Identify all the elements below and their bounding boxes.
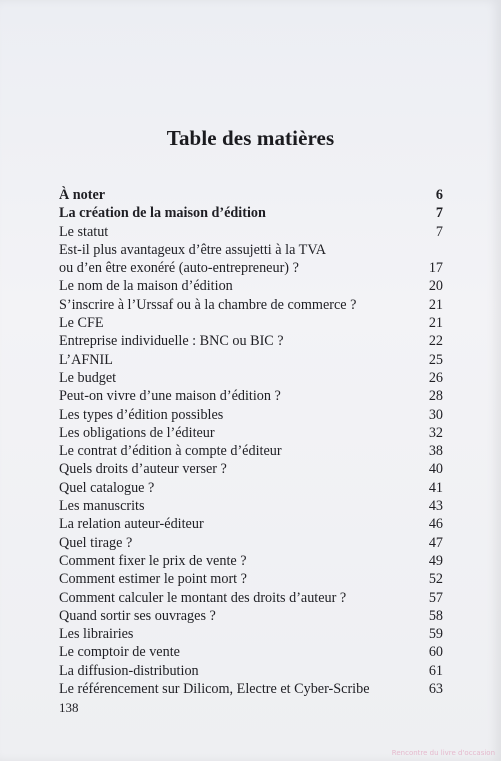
toc-entry-page: 20 <box>428 278 443 295</box>
toc-entry-page: 21 <box>428 296 443 313</box>
toc-entry-page: 52 <box>428 571 443 588</box>
table-of-contents <box>59 186 443 698</box>
toc-entry <box>59 497 443 515</box>
toc-entry-label: Comment estimer le point mort ? <box>59 571 247 588</box>
toc-entry-page: 7 <box>435 205 443 222</box>
toc-entry-page: 57 <box>428 589 443 606</box>
toc-entry-page: 28 <box>428 388 443 405</box>
toc-entry-label: La diffusion-distribution <box>59 662 199 679</box>
toc-entry-page: 25 <box>428 351 443 368</box>
toc-entry <box>59 680 443 698</box>
toc-entry-page: 30 <box>428 406 443 423</box>
toc-entry <box>59 387 443 405</box>
page-title: Table des matières <box>166 126 335 150</box>
toc-entry <box>59 662 443 680</box>
toc-entry-label: L’AFNIL <box>59 351 113 368</box>
toc-entry-page: 43 <box>428 498 443 515</box>
toc-entry-label: Comment fixer le prix de vente ? <box>59 552 247 569</box>
toc-entry <box>59 296 443 314</box>
toc-entry-page: 47 <box>428 534 443 551</box>
toc-entry-label: À noter <box>59 187 106 203</box>
toc-entry-page: 58 <box>428 607 443 624</box>
toc-entry <box>59 643 443 661</box>
toc-entry-label: Les obligations de l’éditeur <box>59 424 215 441</box>
toc-entry <box>59 204 443 222</box>
toc-entry <box>59 552 443 570</box>
toc-entry <box>59 515 443 533</box>
toc-entry-label: Le référencement sur Dilicom, Electre et Cyber-Scribe <box>59 681 370 698</box>
toc-entry <box>59 460 443 478</box>
toc-entry <box>59 570 443 588</box>
toc-entry <box>59 369 443 387</box>
toc-entry-page: 59 <box>428 626 443 643</box>
toc-entry <box>59 314 443 332</box>
toc-entry <box>59 332 443 350</box>
toc-entry-label: Les types d’édition possibles <box>59 406 224 423</box>
page-number: 138 <box>59 700 79 715</box>
toc-entry <box>59 479 443 497</box>
toc-entry <box>59 186 443 204</box>
toc-entry <box>59 351 443 369</box>
toc-entry <box>59 424 443 442</box>
toc-entry <box>59 589 443 607</box>
toc-entry-page: 32 <box>428 424 443 441</box>
toc-entry-label: Comment calculer le montant des droits d’auteur ? <box>59 589 347 606</box>
toc-entry-page: 21 <box>428 315 443 332</box>
toc-entry-label: Le budget <box>59 369 117 386</box>
toc-entry-page: 40 <box>428 461 443 478</box>
toc-entry-label: Le statut <box>59 223 109 240</box>
toc-entry-page: 41 <box>428 479 443 496</box>
watermark: Rencontre du livre d'occasion <box>391 749 495 757</box>
toc-entry-label: Est-il plus avantageux d’être assujetti à la TVA ou d’en être exonéré (auto-entrepreneur) ? <box>59 241 326 277</box>
toc-entry-page: 7 <box>435 223 443 240</box>
toc-entry-page: 22 <box>428 333 443 350</box>
toc-entry-page: 63 <box>428 681 443 698</box>
toc-entry-page: 60 <box>428 644 443 661</box>
toc-entry-label: Quels droits d’auteur verser ? <box>59 461 227 478</box>
toc-entry-label: Les manuscrits <box>59 498 145 515</box>
toc-entry-label: Quand sortir ses ouvrages ? <box>59 607 216 624</box>
toc-entry-page: 6 <box>435 187 443 203</box>
toc-entry-label: La création de la maison d’édition <box>59 205 266 222</box>
toc-entry-page: 26 <box>428 369 443 386</box>
toc-entry <box>59 625 443 643</box>
toc-entry <box>59 241 443 278</box>
toc-entry-label: Le CFE <box>59 315 104 332</box>
toc-entry <box>59 442 443 460</box>
toc-entry <box>59 277 443 295</box>
toc-entry-label: Quel tirage ? <box>59 534 133 551</box>
toc-entry-label: Le nom de la maison d’édition <box>59 278 233 295</box>
toc-entry-page: 46 <box>428 516 443 533</box>
toc-entry-page: 17 <box>428 260 443 277</box>
toc-entry-label: La relation auteur-éditeur <box>59 516 204 533</box>
toc-entry <box>59 406 443 424</box>
toc-entry-label: Les librairies <box>59 626 134 643</box>
toc-entry <box>59 223 443 241</box>
toc-entry <box>59 607 443 625</box>
toc-entry-label: Le comptoir de vente <box>59 644 180 661</box>
toc-entry-label: S’inscrire à l’Urssaf ou à la chambre de commerce ? <box>59 296 357 313</box>
toc-entry-page: 61 <box>428 662 443 679</box>
toc-entry-page: 38 <box>428 443 443 460</box>
toc-entry-label: Le contrat d’édition à compte d’éditeur <box>59 443 282 460</box>
toc-entry-page: 49 <box>428 552 443 569</box>
toc-entry-label: Quel catalogue ? <box>59 479 155 496</box>
toc-entry <box>59 534 443 552</box>
toc-entry-label: Peut-on vivre d’une maison d’édition ? <box>59 388 281 405</box>
toc-entry-label: Entreprise individuelle : BNC ou BIC ? <box>59 333 284 350</box>
